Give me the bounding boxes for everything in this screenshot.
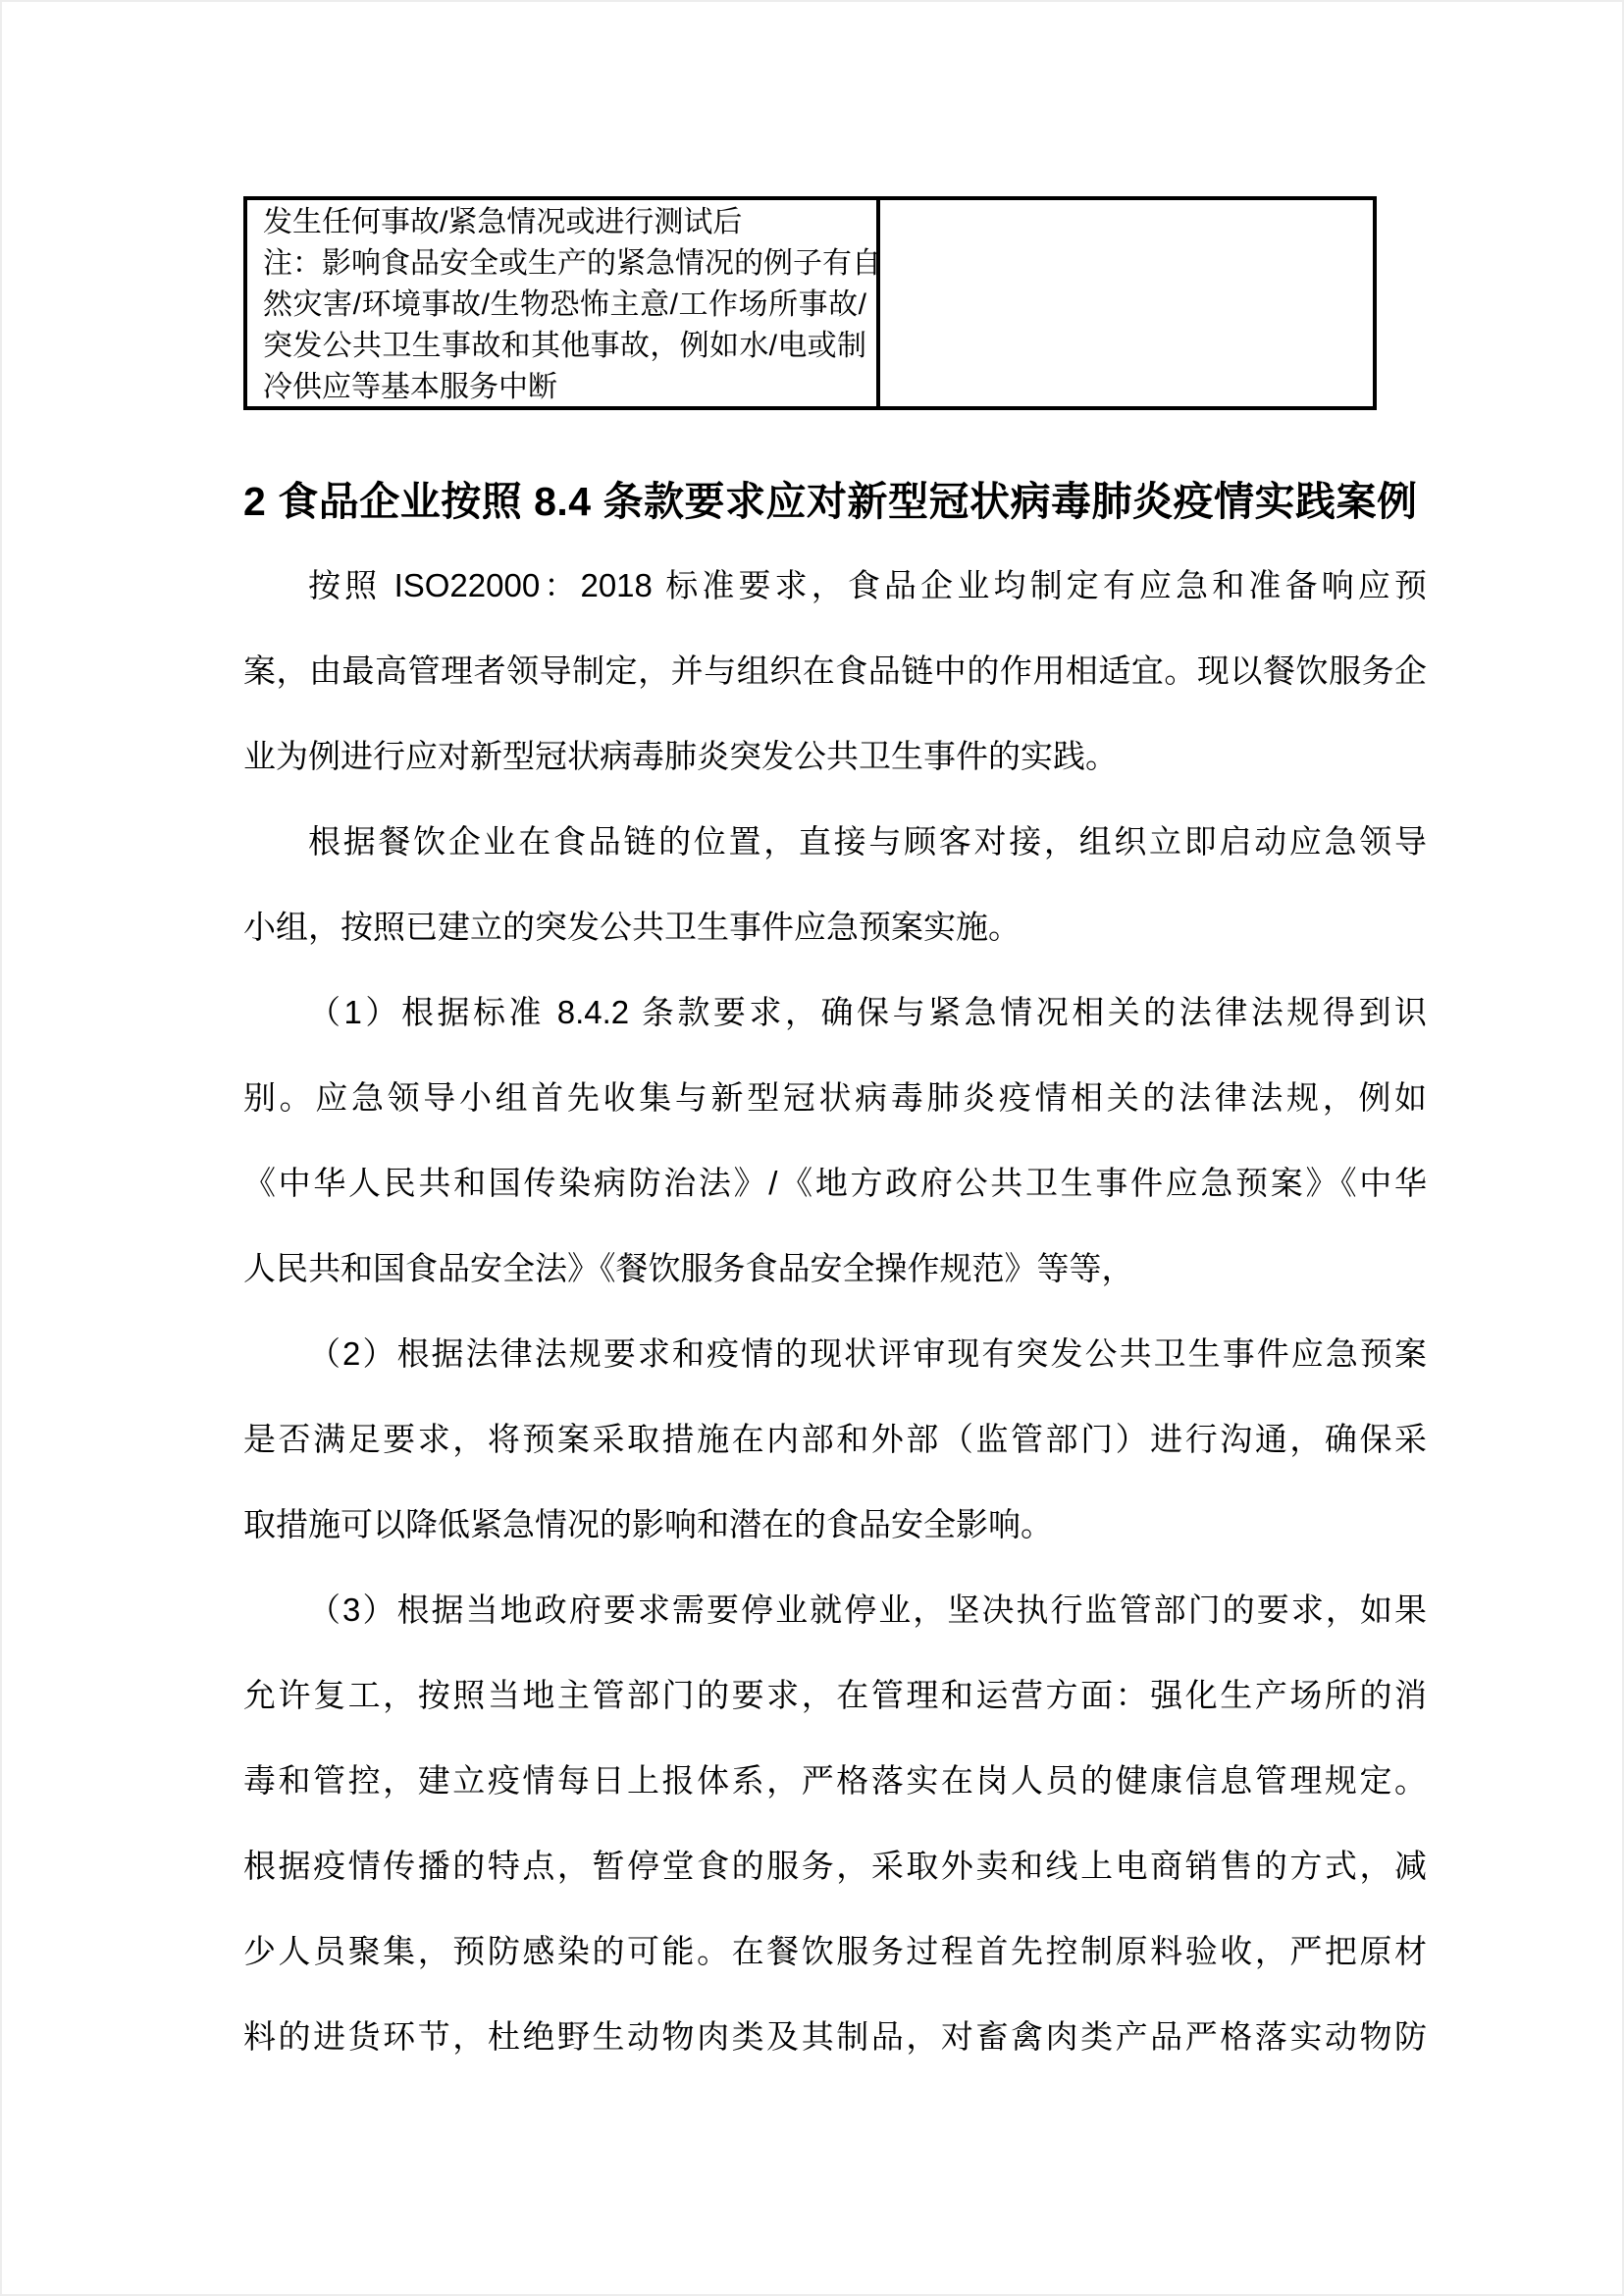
text-line: 根据餐饮企业在食品链的位置，直接与顾客对接，组织立即启动应急领导 [308,823,1427,860]
table-cell-left [247,200,880,406]
text-line: 别。应急领导小组首先收集与新型冠状病毒肺炎疫情相关的法律法规，例如 [243,1079,1427,1116]
section-heading: 2 食品企业按照 8.4 条款要求应对新型冠状病毒肺炎疫情实践案例 [243,479,1418,524]
text-line: （1）根据标准 8.4.2 条款要求，确保与紧急情况相关的法律法规得到识 [308,994,1427,1030]
table-cell-right [880,200,1373,406]
text-line: 是否满足要求，将预案采取措施在内部和外部（监管部门）进行沟通，确保采 [243,1421,1427,1457]
text-line: 突发公共卫生事故和其他事故，例如水/电或制 [263,330,866,362]
emergency-note-table [243,196,1377,410]
text-line: 人民共和国食品安全法》《餐饮服务食品安全操作规范》等等， [243,1250,1134,1286]
text-line: 冷供应等基本服务中断 [263,371,557,403]
text-line: 毒和管控，建立疫情每日上报体系，严格落实在岗人员的健康信息管理规定。 [243,1762,1427,1799]
text-line: 《中华人民共和国传染病防治法》/《地方政府公共卫生事件应急预案》《中华 [243,1165,1427,1201]
text-line: 案，由最高管理者领导制定，并与组织在食品链中的作用相适宜。现以餐饮服务企 [243,652,1427,689]
text-line: 料的进货环节，杜绝野生动物肉类及其制品，对畜禽肉类产品严格落实动物防 [243,2018,1427,2055]
text-line: 注：影响食品安全或生产的紧急情况的例子有自 [263,247,881,280]
text-line: 允许复工，按照当地主管部门的要求，在管理和运营方面：强化生产场所的消 [243,1677,1427,1713]
text-line: 按照 ISO22000：2018 标准要求，食品企业均制定有应急和准备响应预 [308,567,1427,603]
text-line: 小组，按照已建立的突发公共卫生事件应急预案实施。 [243,909,1021,945]
text-line: 然灾害/环境事故/生物恐怖主意/工作场所事故/ [263,288,866,321]
body-text [243,543,1427,2079]
text-line: 少人员聚集，预防感染的可能。在餐饮服务过程首先控制原料验收，严把原材 [243,1933,1427,1969]
text-line: 发生任何事故/紧急情况或进行测试后 [263,206,743,238]
text-line: 根据疫情传播的特点，暂停堂食的服务，采取外卖和线上电商销售的方式，减 [243,1848,1427,1884]
text-line: 业为例进行应对新型冠状病毒肺炎突发公共卫生事件的实践。 [243,738,1118,774]
text-line: （2）根据法律法规要求和疫情的现状评审现有突发公共卫生事件应急预案 [308,1335,1427,1372]
text-line: （3）根据当地政府要求需要停业就停业，坚决执行监管部门的要求，如果 [308,1592,1427,1628]
text-line: 取措施可以降低紧急情况的影响和潜在的食品安全影响。 [243,1506,1053,1542]
